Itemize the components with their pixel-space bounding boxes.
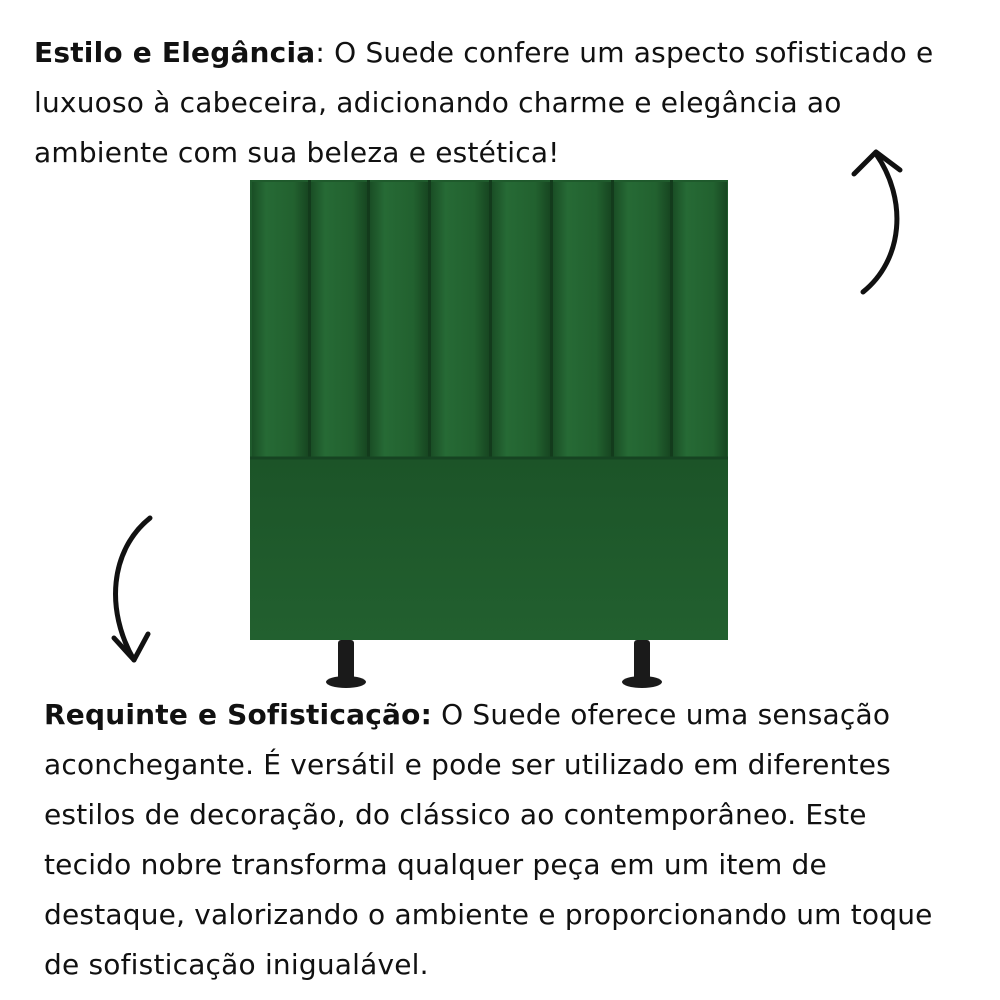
bottom-body: O Suede oferece uma sensação aconchegante. É versátil e pode ser utilizado em diferentes estilos de decoração, do clássico ao contemporâneo. Este tecido nobre transforma qualquer peça em um item de destaque, valorizando o ambiente e proporcionando um toque de sofisticação inigualável. (44, 698, 933, 981)
top-heading-separator: : (315, 36, 335, 69)
channel (553, 182, 611, 458)
top-paragraph (34, 28, 964, 178)
top-heading: Estilo e Elegância (34, 36, 316, 69)
curved-arrow-up-icon (848, 140, 918, 305)
channel (492, 182, 550, 458)
green-suede-headboard (250, 180, 730, 690)
channel (614, 182, 670, 458)
headboard-legs (326, 640, 662, 688)
headboard-base (250, 458, 728, 640)
bottom-paragraph (44, 690, 944, 990)
channel (431, 182, 489, 458)
channel (252, 182, 308, 458)
channel (311, 182, 367, 458)
headboard-channels (252, 180, 727, 460)
bottom-heading: Requinte e Sofisticação: (44, 698, 432, 731)
channel (370, 182, 428, 458)
top-body: O Suede confere um aspecto sofisticado e luxuoso à cabeceira, adicionando charme e elegância ao ambiente com sua beleza e estética! (34, 36, 934, 169)
channel (673, 182, 727, 458)
curved-arrow-down-icon (100, 510, 170, 670)
